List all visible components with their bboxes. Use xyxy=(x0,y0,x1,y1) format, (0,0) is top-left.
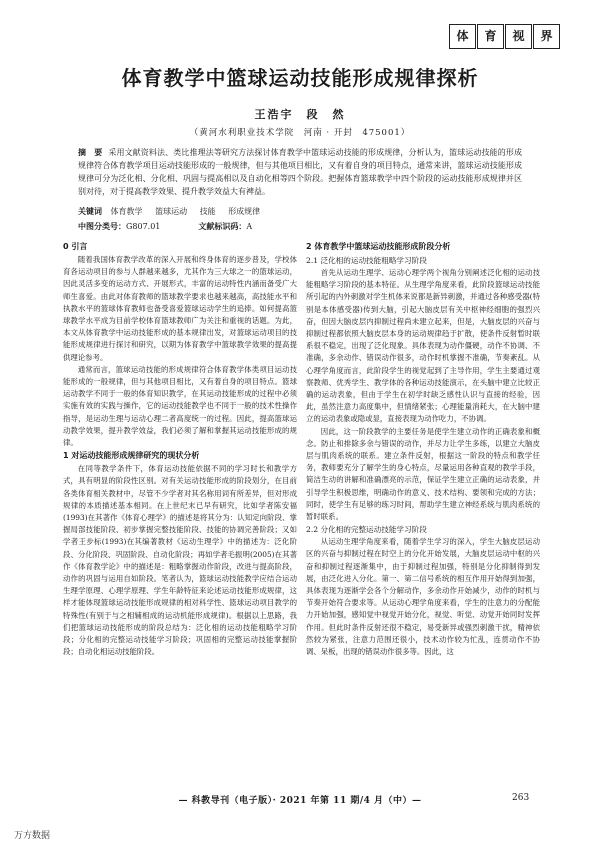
keyword-item: 体育教学 xyxy=(110,207,143,216)
page-number: 263 xyxy=(512,793,530,803)
clc-value: G807.01 xyxy=(126,222,161,231)
paragraph: 随着我国体育教学改革的深入开展和终身体育的逐步普及，学校体育各运动项目的参与人群越来越多，尤其作为三大球之一的篮球运动，因此灵活多变的运动方式、开展形式，丰富的运动特性内涵而备受广大师生喜爱。由此对体育教师的篮球教学要求也越来越高，高技能水平和执教水平的篮球体育教师也备受喜爱篮球运动学生的追捧。如何提高篮球教学水平成为目前学校体育篮球教师广为关注和重视的话题。为此，本文从体育教学中运动技能形成的基本规律出发，对篮球运动项目的技能形成规律进行探讨和研究，以期为体育教学中篮球教学效果的提高提供理论参考。 xyxy=(63,255,297,362)
subsection-heading-2-2: 2.2 分化相的完整运动技能学习阶段 xyxy=(306,525,427,535)
abstract xyxy=(78,146,522,198)
section-heading-1: 1 对运动技能形成规律研究的现状分析 xyxy=(63,451,200,461)
paragraph: 通常而言，篮球运动技能的形成规律符合体育教学体类项目运动技能形成的一般规律，但与其他项目相比，又有着自身的项目特点。篮球运动教学不同于一般的体育知识教学，在其运动技能形成的过程中必须实施有效的实践与操作，它的运动技能教学也不同于一般的技术性操作指导，是运动生理与运动心理二者高度统一的过程。因此，提高篮球运动教学效果，提升教学效益，我们必须了解和掌握其运动技能形成的规律。 xyxy=(63,364,297,448)
abstract-text: 采用文献资料法、类比推理法等研究方法探讨体育教学中篮球运动技能的形成规律，分析认为，篮球运动技能的形成规律符合体育教学项目运动技能形成的一般规律，但与其他项目相比，又有着自身的项目特点，通常来讲，篮球运动技能形成规律可分为泛化相、分化相、巩固与提高相以及自动化相等四个阶段。把握体育篮球教学中四个阶段的运动技能形成规律并区别对待，对于提高教学效果、提升教学效益大有裨益。 xyxy=(78,148,522,196)
subsection-heading-2-1: 2.1 泛化相的运动技能粗略学习阶段 xyxy=(306,256,427,265)
keyword-item: 形成规律 xyxy=(228,207,261,216)
left-column xyxy=(63,240,297,659)
section-tag xyxy=(449,24,560,49)
doc-code-value: A xyxy=(246,222,253,231)
classification xyxy=(78,221,522,233)
section-heading-intro: 0 引言 xyxy=(63,242,88,251)
document-code xyxy=(198,221,252,233)
abstract-label: 摘 要 xyxy=(78,148,103,157)
paragraph: 因此，这一阶段教学的主要任务是使学生建立动作的正确表象和概念。防止和排除多余与错误的动作，并尽力让学生多练，以建立大脑皮层与肌肉系统的联系。建立条件反射，根据这一阶段的特点和教学任务，教师要充分了解学生的身心特点，尽量运用各种直观的教学手段，简洁生动的讲解和准确漂亮的示范，保证学生建立正确的运动表象，并引导学生积极思维，明确动作的意义、技术结构、要领和完成的方法；同时，使学生有足够的练习时间，帮助学生建立神经系统与肌肉系统的暂时联系。 xyxy=(306,426,540,522)
section-tag-char: 体 xyxy=(449,24,476,49)
clc-label: 中图分类号： xyxy=(78,222,126,231)
section-tag-char: 视 xyxy=(505,24,532,49)
section-heading-2: 2 体育教学中篮球运动技能形成阶段分析 xyxy=(306,242,451,251)
keywords-label: 关键词 xyxy=(78,207,102,216)
affiliation: （黄河水利职业技术学院 河南 · 开封 475001） xyxy=(189,128,411,138)
paragraph: 首先从运动生理学、运动心理学两个视角分别阐述泛化相的运动技能粗略学习阶段的基本特征。从生理学角度来看，此阶段篮球运动技能所引起的内外刺激对学生机体来说都是新异刺激，并通过各种感受器(特别是本体感受器)传到大脑，引起大脑皮层有关中枢神经细胞的强烈兴奋，但因大脑皮层内抑制过程尚未建立起来，但是，大脑皮层的兴奋与抑制过程都依照大脑皮层本身的运动规律趋于扩散，使条件反射暂时联系很不稳定，出现了泛化现象。具体表现为动作僵硬，动作不协调、不准确，多余动作、错误动作很多，动作时机掌握不准确，节奏紊乱。从心理学角度而言，此阶段学生的视觉起到了主导作用，学生主要通过观察教师、优秀学生、教学体的各种运动技能演示，在头脑中建立比较正确的运动表象，但由于学生在初学时缺乏感性认识与直接的经验，因此，虽然注意力高度集中，但情绪紧张；心理能量消耗大，在大脑中建立的运动表象或隐或显，直接表现为动作吃力，不协调。 xyxy=(306,268,540,424)
section-tag-char: 育 xyxy=(477,24,504,49)
authors: 王浩宇 段 然 xyxy=(254,108,346,121)
keywords xyxy=(78,206,522,218)
watermark: 万方数据 xyxy=(14,831,51,841)
doc-code-label: 文献标识码： xyxy=(198,222,247,231)
paragraph: 在同等教学条件下，体育运动技能依据不同的学习时长和教学方式，具有明显的阶段性区别。对有关运动技能形成的阶段划分，在目前各类体育相关教材中，尽管不少学者对其名称用词有所差异，但对形成规律的本质描述基本相同。在上世纪末已早有研究，比如学者陈安福(1993)在其著作《体育心理学》的描述是将其分为：认知定向阶段、掌握局部技能阶段、初步掌握完整技能阶段、技能的协调完善阶段；又如学者王步标(1993)在其编著教材《运动生理学》中的描述为：泛化阶段、分化阶段、巩固阶段、自动化阶段；再如学者毛振明(2005)在其著作《体育教学论》中的描述是：粗略掌握动作阶段，改进与提高阶段，动作的巩固与运用自如阶段。笔者认为，篮球运动技能教学应结合运动生理学原理、心理学原理、学生年龄特征来论述运动技能形成规律，这样才能体现篮球运动技能形成规律的相对科学性、篮球运动项目教学的特殊性(有别于与之相辅相成的运动机能形成规律)。根据以上思路，我们把篮球运动技能形成的阶段总结为：泛化相的运动技能粗略学习阶段；分化相的完整运动技能学习阶段；巩固相的完整运动技能掌握阶段；自动化相运动技能阶段。 xyxy=(63,464,297,657)
keyword-item: 技能 xyxy=(199,207,216,216)
paper-title: 体育教学中篮球运动技能形成规律探析 xyxy=(121,66,479,90)
section-tag-char: 界 xyxy=(533,24,560,49)
clc-number xyxy=(78,221,160,233)
right-column xyxy=(306,240,540,658)
keyword-item: 篮球运动 xyxy=(155,207,188,216)
paragraph: 从运动生理学角度来看，随着学生学习的深入，学生大脑皮层运动区的兴奋与抑制过程在时空上的分化开始发展，大脑皮层运动中枢的兴奋和抑制过程逐渐集中，由于抑制过程加强，特别是分化抑制得到发展，由泛化进入分化。第一、第二信号系统的相互作用开始得到加强，具体表现为逐渐学会各个分解动作，多余动作开始减少，动作的时机与节奏开始符合要求等。从运动心理学角度来看，学生的注意力的分配能力开始加强，感知觉中视觉开始分化，视觉、听觉、动觉开始同时发挥作用。但此时条件反射还很不稳定，易受新异或强烈刺激干扰，精神依然较为紧张，注意力范围还很小，技术动作较为忙乱，连贯动作不协调、呆板，出现的错误动作很多等。因此，这 xyxy=(306,537,540,657)
journal-info: — 科教导刊（电子版）· 2021 年第 11 期/4 月（中）— xyxy=(178,796,422,806)
